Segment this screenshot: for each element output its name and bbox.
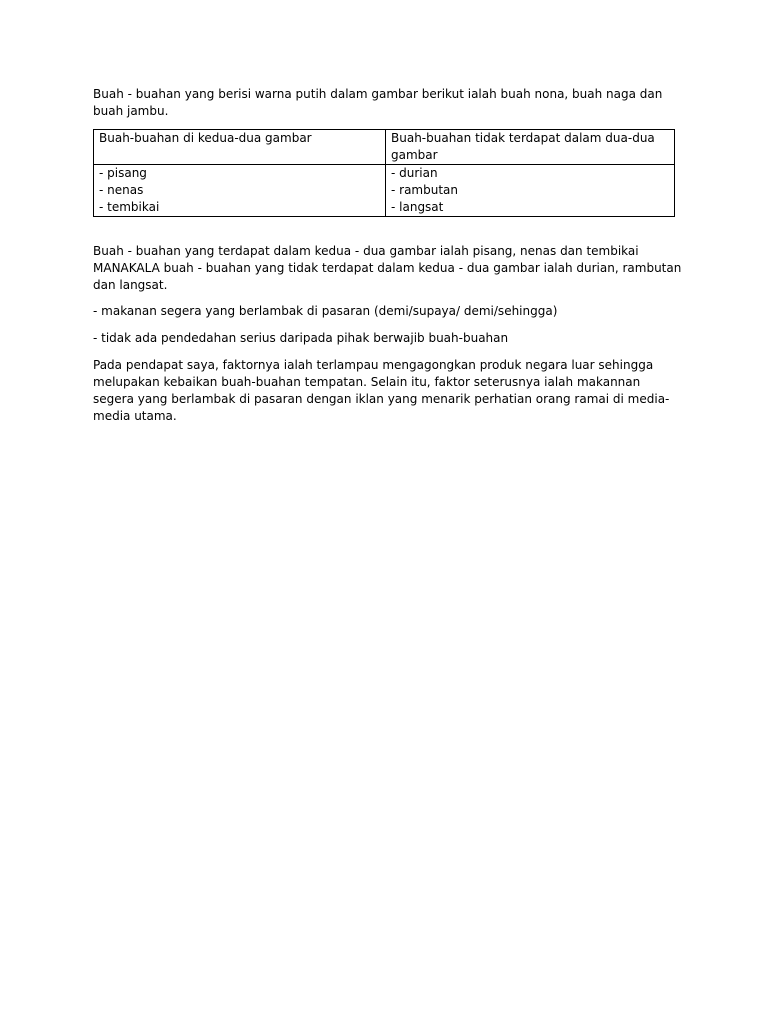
intro-paragraph: Buah - buahan yang berisi warna putih dalam gambar berikut ialah buah nona, buah naga dan buah jambu.	[93, 87, 663, 118]
paragraph-fruits-both-pictures: Buah - buahan yang terdapat dalam kedua - dua gambar ialah pisang, nenas dan tembikai MANAKALA buah - buahan yang tidak terdapat dalam kedua - dua gambar ialah durian, rambutan dan langsat.	[93, 244, 682, 292]
paragraph-opinion: Pada pendapat saya, faktornya ialah terlampau mengagongkan produk negara luar sehingga melupakan kebaikan buah-buahan tempatan. Selain itu, faktor seterusnya ialah makannan segera yang berlambak di pasaran dengan iklan yang menarik perhatian orang ramai di media-media utama.	[93, 358, 670, 423]
bullet-point: - makanan segera yang berlambak di pasaran (demi/supaya/ demi/sehingga)	[93, 304, 558, 318]
table-row	[94, 165, 675, 217]
table-header-cell: Buah-buahan di kedua-dua gambar	[94, 130, 386, 165]
bullet-point: - tidak ada pendedahan serius daripada pihak berwajib buah-buahan	[93, 331, 509, 345]
document-content	[93, 86, 683, 434]
table-header-cell: Buah-buahan tidak terdapat dalam dua-dua gambar	[386, 130, 675, 165]
table-cell: - pisang - nenas - tembikai	[94, 165, 386, 217]
table-header-row	[94, 130, 675, 165]
table-cell: - durian - rambutan - langsat	[386, 165, 675, 217]
fruit-comparison-table	[93, 129, 675, 217]
spacer	[93, 217, 683, 243]
